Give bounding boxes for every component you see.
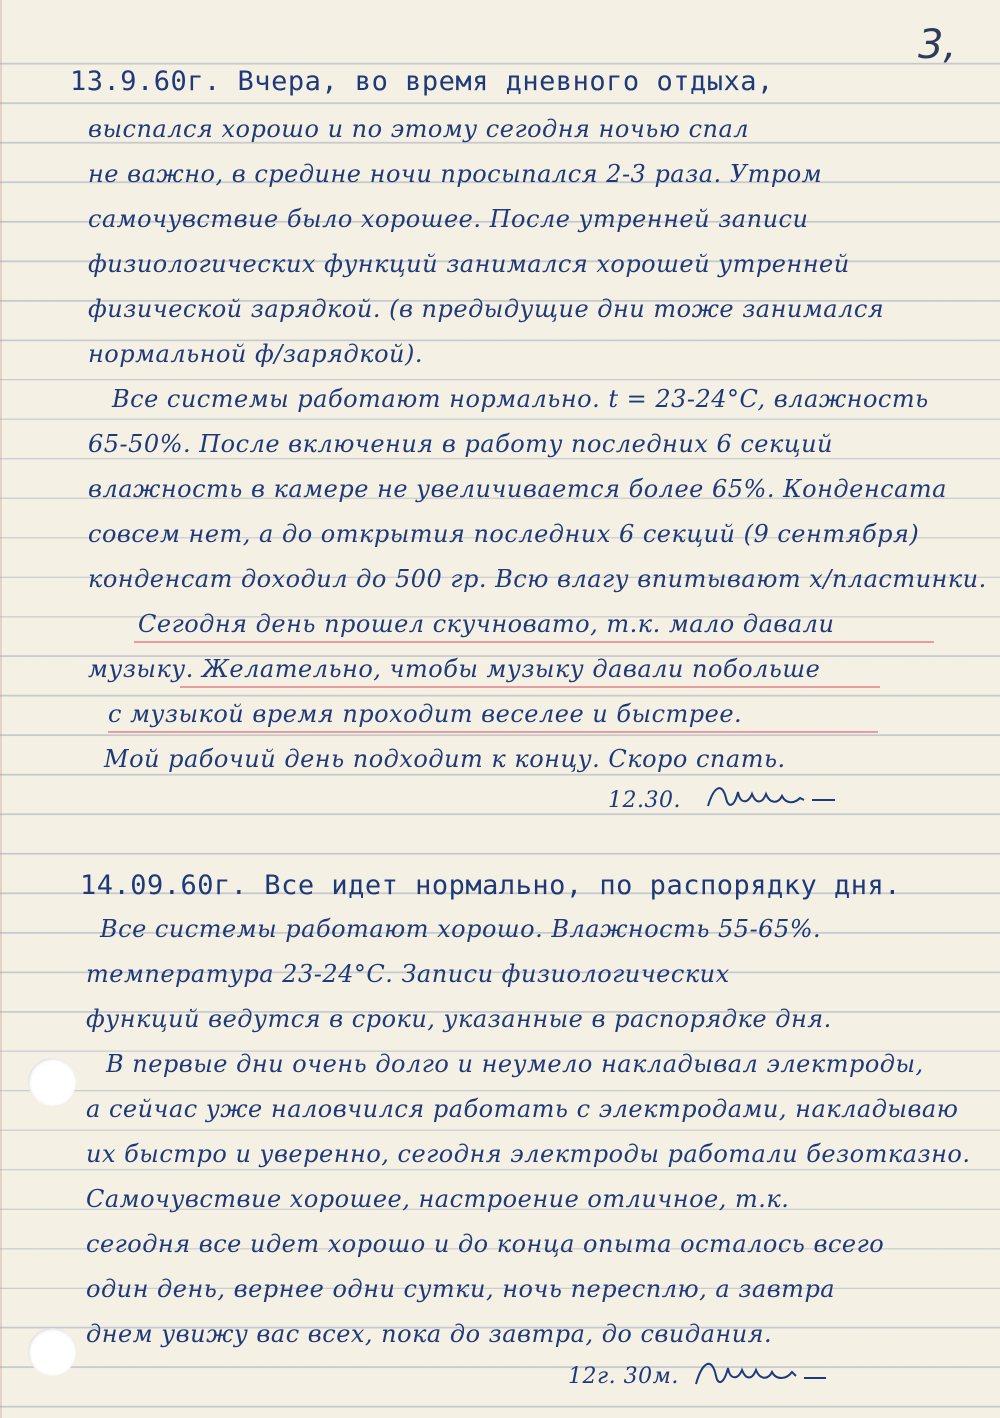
entry-1-line-15: с музыкой время проходит веселее и быстрее. bbox=[108, 700, 743, 728]
entry-2-line-1: 14.09.60г. Все идет нормально, по распорядку дня. bbox=[80, 870, 902, 901]
red-underline-1 bbox=[134, 641, 934, 643]
entry-2-line-3: температура 23-24°С. Записи физиологических bbox=[86, 960, 730, 988]
entry-2-line-8: Самочувствие хорошее, настроение отличное, т.к. bbox=[86, 1185, 790, 1213]
signature-1 bbox=[700, 778, 840, 814]
entry-2-line-9: сегодня все идет хорошо и до конца опыта осталось всего bbox=[86, 1230, 885, 1258]
entry-1-line-5: физиологических функций занимался хорошей утренней bbox=[88, 250, 850, 278]
entry-2-time: 12г. 30м. bbox=[568, 1364, 679, 1389]
entry-1-time: 12.30. bbox=[608, 788, 681, 813]
entry-2-line-5: В первые дни очень долго и неумело накладывал электроды, bbox=[106, 1050, 924, 1078]
entry-1-line-3: не важно, в средине ночи просыпался 2-3 раза. Утром bbox=[88, 160, 823, 188]
entry-1-line-9: 65-50%. После включения в работу последних 6 секций bbox=[88, 430, 833, 458]
entry-2-line-6: а сейчас уже наловчился работать с электродами, накладываю bbox=[86, 1095, 959, 1123]
entry-2-line-10: один день, вернее одни сутки, ночь пересплю, а завтра bbox=[86, 1275, 836, 1303]
entry-1-line-11: совсем нет, а до открытия последних 6 секций (9 сентября) bbox=[88, 520, 920, 548]
page-edge bbox=[0, 0, 2, 1418]
entry-2-line-4: функций ведутся в сроки, указанные в распорядке дня. bbox=[86, 1005, 832, 1033]
entry-1-line-1: 13.9.60г. Вчера, во время дневного отдыха, bbox=[70, 66, 774, 97]
page-number: 3, bbox=[918, 22, 957, 68]
entry-1-line-10: влажность в камере не увеличивается более 65%. Конденсата bbox=[88, 475, 947, 503]
red-underline-2 bbox=[180, 686, 880, 688]
entry-1-line-7: нормальной ф/зарядкой). bbox=[88, 340, 423, 368]
signature-2 bbox=[690, 1354, 830, 1390]
punch-hole-top bbox=[28, 1058, 76, 1106]
entry-1-line-16: Мой рабочий день подходит к концу. Скоро спать. bbox=[104, 745, 786, 773]
red-underline-3 bbox=[108, 731, 878, 733]
entry-2-line-2: Все системы работают хорошо. Влажность 55-65%. bbox=[100, 915, 822, 943]
entry-2-line-7: их быстро и уверенно, сегодня электроды работали безотказно. bbox=[86, 1140, 971, 1168]
entry-1-line-2: выспался хорошо и по этому сегодня ночью спал bbox=[88, 115, 750, 143]
entry-1-line-4: самочувствие было хорошее. После утренней записи bbox=[88, 205, 809, 233]
entry-1-line-13: Сегодня день прошел скучновато, т.к. мало давали bbox=[138, 610, 835, 638]
entry-1-line-12: конденсат доходил до 500 гр. Всю влагу впитывают х/пластинки. bbox=[88, 565, 987, 593]
entry-1-line-6: физической зарядкой. (в предыдущие дни тоже занимался bbox=[88, 295, 885, 323]
punch-hole-bottom bbox=[28, 1328, 76, 1376]
entry-1-line-14: музыку. Желательно, чтобы музыку давали побольше bbox=[88, 655, 821, 683]
entry-2-line-11: днем увижу вас всех, пока до завтра, до свидания. bbox=[86, 1320, 773, 1348]
entry-1-line-8: Все системы работают нормально. t = 23-24°C, влажность bbox=[112, 385, 929, 413]
